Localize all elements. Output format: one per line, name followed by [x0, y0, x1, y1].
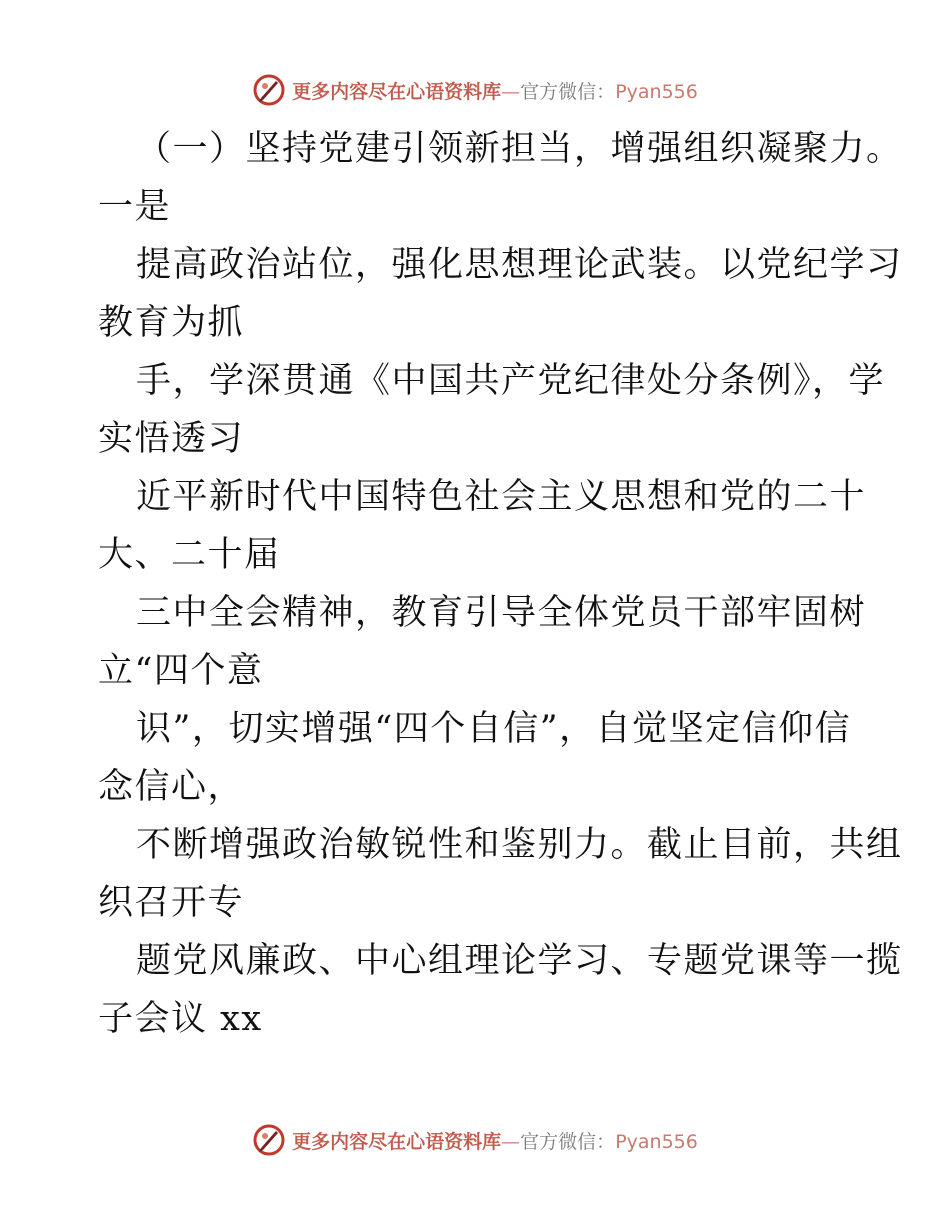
- watermark-dash: —: [501, 80, 521, 103]
- body-line: 三中全会精神，教育引导全体党员干部牢固树: [136, 593, 867, 633]
- watermark-text: [292, 1127, 698, 1154]
- quill-logo-icon: [252, 73, 286, 107]
- body-line: 立“四个意: [98, 651, 264, 691]
- watermark-dash: —: [501, 1130, 521, 1153]
- watermark-site: 更多内容尽在心语资料库: [292, 1130, 502, 1153]
- body-line: 提高政治站位，强化思想理论武装。以党纪学习: [136, 245, 903, 285]
- watermark-handle: Pyan556: [615, 80, 698, 103]
- footer-watermark: [0, 1120, 950, 1160]
- body-line: 手，学深贯通《中国共产党纪律处分条例》，学: [136, 361, 886, 401]
- watermark-label: 官方微信：: [520, 80, 616, 103]
- body-line: 织召开专: [98, 883, 245, 923]
- body-line: 识”，切实增强“四个自信”，自觉坚定信仰信: [136, 709, 852, 749]
- body-line: 教育为抓: [98, 303, 245, 343]
- body-line: （一）坚持党建引领新担当，增强组织凝聚力。: [136, 129, 903, 169]
- document-body: [98, 120, 903, 1048]
- body-line: 不断增强政治敏锐性和鉴别力。截止目前，共组: [136, 825, 903, 865]
- body-line: 题党风廉政、中心组理论学习、专题党课等一揽: [136, 941, 903, 981]
- watermark-label: 官方微信：: [520, 1130, 616, 1153]
- quill-logo-icon: [252, 1123, 286, 1157]
- body-line: 近平新时代中国特色社会主义思想和党的二十: [136, 477, 867, 517]
- watermark-text: [292, 77, 698, 104]
- body-line: 实悟透习: [98, 419, 245, 459]
- header-watermark: [0, 70, 950, 110]
- watermark-handle: Pyan556: [615, 1130, 698, 1153]
- body-line: 大、二十届: [98, 535, 281, 575]
- body-line: 一是: [98, 187, 172, 227]
- watermark-site: 更多内容尽在心语资料库: [292, 80, 502, 103]
- body-line: 子会议 xx: [98, 999, 263, 1039]
- body-line: 念信心，: [98, 767, 245, 807]
